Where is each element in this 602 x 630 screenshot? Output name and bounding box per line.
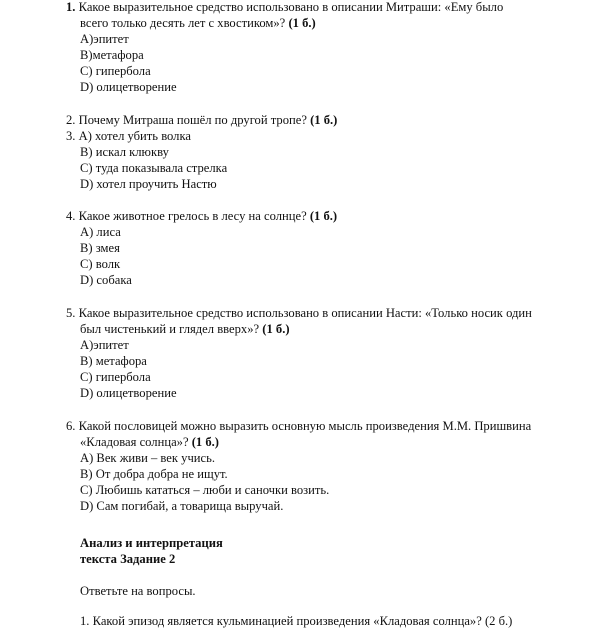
task-2-question-1-points: (2 б.) [484,614,513,628]
task-2-question-1-number: 1. [80,614,90,628]
question-5-text-2: был чистенький и глядел вверх»? [80,322,260,336]
question-6-text-1: Какой пословицей можно выразить основную мысль произведения М.М. Пришвина [78,419,532,433]
question-5-number: 5. [66,306,76,320]
section-instruction: Ответьте на вопросы. [80,584,196,598]
question-5-option-d: D) олицетворение [80,386,177,400]
question-6-option-b: В) От добра добра не ищут. [80,467,228,481]
question-4-number: 4. [66,209,76,223]
question-3-option-b: В) искал клюкву [80,145,169,159]
question-6-number: 6. [66,419,76,433]
question-1-option-a: А)эпитет [80,32,129,46]
question-4 [66,208,337,224]
question-5-line-2 [80,321,290,337]
question-5-option-c: С) гипербола [80,370,151,384]
task-2-question-1 [80,613,512,629]
question-5-text-1: Какое выразительное средство использовано в описании Насти: «Только носик один [78,306,532,320]
question-6-line-1 [66,418,531,434]
question-5-points: (1 б.) [262,322,290,336]
question-2-points: (1 б.) [310,113,338,127]
task-2-question-1-text: Какой эпизод является кульминацией произведения «Кладовая солнца»? [92,614,482,628]
question-6-points: (1 б.) [191,435,219,449]
question-4-option-c: С) волк [80,257,121,271]
question-4-text: Какое животное грелось в лесу на солнце? [78,209,307,223]
question-1-option-d: D) олицетворение [80,80,177,94]
question-5-line-1 [66,305,532,321]
question-1-option-b: В)метафора [80,48,144,62]
question-1-text-2: всего только десять лет с хвостиком»? [80,16,286,30]
question-6-option-a: А) Век живи – век учись. [80,451,215,465]
question-1-text-1: Какое выразительное средство использовано в описании Митраши: «Ему было [78,0,504,14]
section-title-line-2: текста Задание 2 [80,552,176,566]
question-1-line-2 [80,15,316,31]
question-6-option-c: С) Любишь кататься – люби и саночки возить. [80,483,330,497]
question-1-line-1 [66,0,503,15]
question-3-option-a: А) хотел убить волка [78,129,191,143]
question-6-text-2: «Кладовая солнца»? [80,435,189,449]
question-4-option-d: D) собака [80,273,132,287]
question-3-option-c: С) туда показывала стрелка [80,161,228,175]
question-5-option-a: А)эпитет [80,338,129,352]
question-4-option-b: В) змея [80,241,120,255]
section-title-line-1: Анализ и интерпретация [80,536,223,550]
question-2-text: Почему Митраша пошёл по другой тропе? [78,113,307,127]
question-1-points: (1 б.) [288,16,316,30]
question-6-line-2 [80,434,219,450]
question-1-option-c: С) гипербола [80,64,151,78]
question-3-option-d: D) хотел проучить Настю [80,177,217,191]
question-3-option-a-line [66,128,191,144]
question-4-points: (1 б.) [309,209,338,223]
question-1-number: 1. [66,0,76,14]
question-2 [66,112,337,128]
question-2-number: 2. [66,113,76,127]
question-3-number: 3. [66,129,76,143]
question-4-option-a: А) лиса [80,225,121,239]
question-6-option-d: D) Сам погибай, а товарища выручай. [80,499,284,513]
question-5-option-b: В) метафора [80,354,147,368]
